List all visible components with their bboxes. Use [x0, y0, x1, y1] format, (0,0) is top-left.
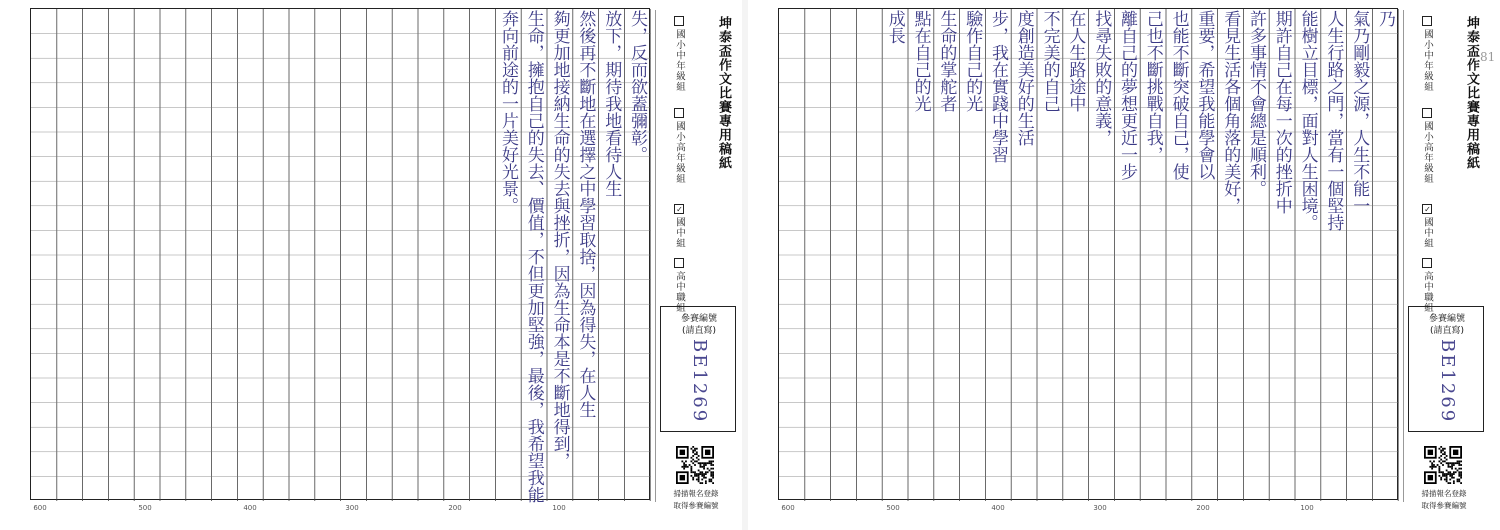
checkbox[interactable]	[674, 258, 684, 268]
checkbox[interactable]	[1422, 108, 1432, 118]
handwritten-column: 看見生活各個角落的美好，	[1220, 10, 1241, 214]
handwritten-column: 氣乃剛毅之源，人生不能一	[1349, 10, 1370, 214]
ruler	[30, 504, 650, 520]
grader-mark: 81	[1480, 50, 1496, 64]
ruler-label: 600	[781, 504, 795, 512]
handwritten-column: 在人生路途中	[1065, 10, 1086, 112]
option-label: 國中組	[674, 217, 685, 249]
handwritten-column: 生命，擁抱自己的失去、價值，不但更加堅強，最後，我希望我能	[523, 10, 544, 503]
handwritten-column: 失，反而欲蓋彌彰。	[627, 10, 647, 163]
option-label: 國小中年級組	[674, 29, 685, 92]
ruler-label: 400	[991, 504, 1005, 512]
option-group	[672, 108, 686, 184]
handwritten-column: 也能不斷突破自己，使	[1168, 10, 1189, 180]
left-sheet	[0, 0, 742, 530]
handwritten-column: 不完美的自己	[1039, 10, 1060, 112]
handwritten-column: 夠更加地接納生命的失去與挫折，因為生命本是不斷地得到，	[549, 10, 570, 469]
ruler-label: 300	[1093, 504, 1107, 512]
option-group	[1420, 16, 1434, 92]
checkbox-checked[interactable]: ✓	[675, 205, 684, 215]
checkbox[interactable]	[1422, 258, 1432, 268]
qr-code-icon	[676, 446, 714, 484]
ruler	[778, 504, 1398, 520]
handwritten-column: 重要，希望我能學會以	[1194, 10, 1215, 180]
handwritten-column: 己也不斷挑戰自我，	[1142, 10, 1163, 163]
qr-caption: 取得參賽編號	[1421, 501, 1467, 510]
option-label: 高中職組	[1422, 271, 1433, 313]
handwritten-column: 期許自己在每一次的挫折中	[1271, 10, 1292, 214]
qr-code-icon	[1424, 446, 1462, 484]
ruler-label: 200	[448, 504, 462, 512]
form-header	[655, 10, 746, 510]
form-header	[1403, 10, 1496, 510]
checkbox-checked[interactable]: ✓	[1423, 205, 1432, 215]
handwritten-column: 許多事情不會總是順利。	[1246, 10, 1266, 197]
option-label: 國中組	[1422, 217, 1433, 249]
checkbox[interactable]	[674, 16, 684, 26]
handwritten-column: 度創造美好的生活	[1013, 10, 1034, 146]
serial-box	[1408, 306, 1484, 432]
serial-box	[660, 306, 736, 432]
handwritten-column: 步，我在實踐中學習	[988, 10, 1008, 163]
option-group	[1420, 258, 1434, 313]
handwritten-column: 放下，期待我地看待人生	[601, 10, 622, 197]
serial-label: 參賽編號	[1428, 314, 1465, 324]
option-group	[672, 16, 686, 92]
ruler-label: 500	[886, 504, 900, 512]
qr-caption: 掃描報名登錄	[673, 489, 719, 498]
option-group	[672, 204, 686, 249]
handwritten-column: 生命的掌舵者	[936, 10, 957, 112]
checkbox[interactable]	[1422, 16, 1432, 26]
option-group	[672, 258, 686, 313]
handwritten-column: 點在自己的光	[910, 10, 931, 112]
option-group	[1420, 204, 1434, 249]
ruler-label: 200	[1196, 504, 1210, 512]
option-label: 國小高年級組	[1422, 121, 1433, 184]
handwritten-column: 奔向前途的一片美好光景。	[498, 10, 518, 214]
ruler-label: 100	[552, 504, 566, 512]
right-sheet	[748, 0, 1500, 530]
handwritten-column: 然後再不斷地在選擇之中學習取捨，因為得失，在人生	[575, 10, 596, 418]
ruler-label: 300	[345, 504, 359, 512]
handwritten-column: 驗作自己的光	[962, 10, 983, 112]
ruler-label: 400	[243, 504, 257, 512]
handwritten-column: 離自己的夢想更近一步	[1117, 10, 1137, 180]
ruler-label: 500	[138, 504, 152, 512]
serial-sub: (請直寫)	[1429, 326, 1465, 336]
form-title: 坤泰盃作文比賽專用稿紙	[716, 16, 731, 170]
form-title: 坤泰盃作文比賽專用稿紙	[1464, 16, 1479, 170]
option-group	[1420, 108, 1434, 184]
serial-value: BE1269	[689, 339, 710, 424]
serial-value: BE1269	[1437, 339, 1458, 424]
option-label: 國小中年級組	[1422, 29, 1433, 92]
qr-caption: 掃描報名登錄	[1421, 489, 1467, 498]
serial-label: 參賽編號	[680, 314, 717, 324]
handwritten-column: 成長	[884, 10, 905, 44]
handwritten-column: 人生行路之門，當有一個堅持	[1323, 10, 1344, 231]
serial-sub: (請直寫)	[681, 326, 717, 336]
option-label: 高中職組	[674, 271, 685, 313]
handwritten-column: 乃	[1375, 10, 1395, 27]
handwritten-column: 能樹立目標，面對人生困境。	[1297, 10, 1318, 231]
qr-caption: 取得參賽編號	[673, 501, 719, 510]
ruler-label: 100	[1300, 504, 1314, 512]
handwritten-column: 找尋失敗的意義，	[1091, 10, 1112, 146]
ruler-label: 600	[33, 504, 47, 512]
checkbox[interactable]	[674, 108, 684, 118]
option-label: 國小高年級組	[674, 121, 685, 184]
